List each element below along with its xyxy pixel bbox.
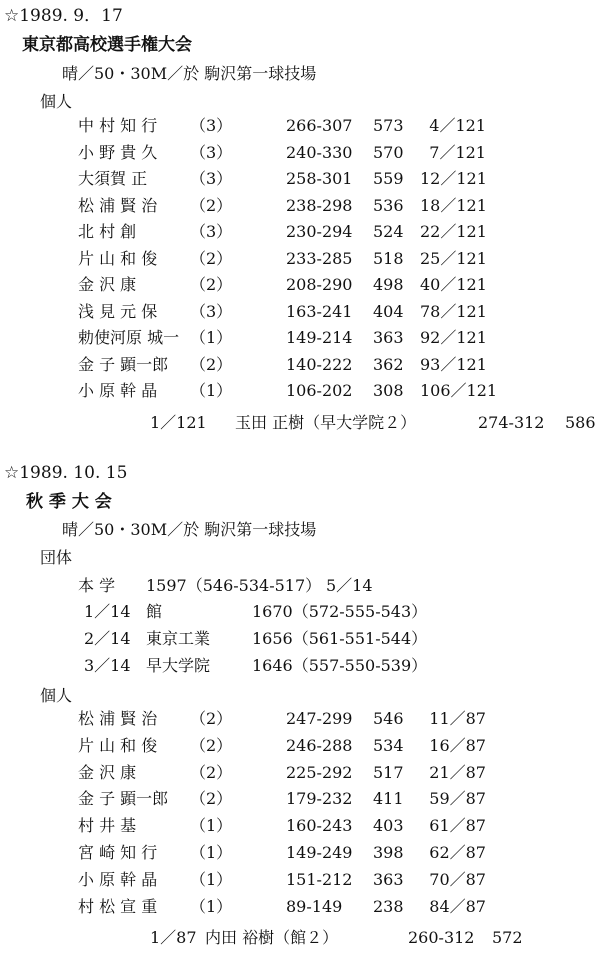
athlete-rank: 84／87 [429, 896, 486, 916]
table-row [78, 845, 578, 863]
athlete-scores: 163-241 [286, 301, 353, 321]
athlete-total: 404 [373, 301, 404, 321]
table-row [78, 248, 578, 269]
athlete-total: 363 [373, 328, 404, 347]
athlete-rank: 59／87 [429, 789, 486, 809]
team-self-result: 1597（546-534-517） [146, 576, 322, 595]
table-row [78, 791, 578, 809]
athlete-grade: （2） [190, 275, 233, 294]
section2-team-self [78, 578, 578, 596]
table-row [78, 869, 578, 890]
athlete-scores: 89-149 [286, 896, 343, 916]
table-row [78, 195, 578, 216]
athlete-grade: （3） [190, 222, 233, 241]
athlete-grade: （1） [190, 328, 233, 347]
section1-winner-rank: 1／121 [150, 413, 207, 432]
table-row [78, 330, 578, 348]
athlete-rank: 93／121 [420, 354, 487, 374]
athlete-scores: 266-307 [286, 116, 353, 135]
team-row [84, 658, 564, 676]
table-row [78, 118, 578, 136]
section2-winner-scores: 260-312 [408, 928, 475, 947]
athlete-total: 536 [373, 195, 404, 215]
section1-individual-label: 個人 [40, 92, 73, 111]
athlete-grade: （3） [190, 301, 233, 321]
table-row [78, 354, 578, 375]
athlete-grade: （1） [190, 816, 233, 836]
team-row [84, 631, 564, 649]
team-result: 1646（557-550-539） [252, 656, 428, 675]
table-row [78, 896, 578, 917]
athlete-total: 518 [373, 248, 404, 268]
athlete-scores: 106-202 [286, 381, 353, 400]
athlete-name: 小 原 幹 晶 [78, 381, 158, 400]
section2-winner-total: 572 [492, 928, 523, 947]
section1-winner-scores: 274-312 [478, 413, 545, 432]
team-self-name: 本 学 [78, 576, 116, 595]
athlete-name: 松 浦 賢 治 [78, 195, 158, 215]
athlete-name: 大須賀 正 [78, 169, 148, 188]
athlete-total: 308 [373, 381, 404, 400]
athlete-scores: 179-232 [286, 789, 353, 809]
athlete-scores: 151-212 [286, 869, 353, 889]
athlete-total: 362 [373, 354, 404, 374]
athlete-grade: （2） [190, 195, 233, 215]
athlete-grade: （2） [190, 762, 233, 782]
athlete-rank: 22／121 [420, 222, 487, 241]
table-row [78, 171, 578, 189]
team-result: 1670（572-555-543） [252, 602, 428, 621]
team-self-rank: 5／14 [326, 576, 373, 595]
athlete-scores: 140-222 [286, 354, 353, 374]
athlete-rank: 21／87 [429, 762, 486, 782]
athlete-grade: （2） [190, 735, 233, 755]
table-row [78, 224, 578, 242]
athlete-name: 片 山 和 俊 [78, 735, 158, 755]
athlete-total: 573 [373, 116, 404, 135]
athlete-rank: 61／87 [429, 816, 486, 836]
athlete-scores: 160-243 [286, 816, 353, 836]
athlete-grade: （1） [190, 869, 233, 889]
section1-conditions: 晴／50・30M／於 駒沢第一球技場 [62, 64, 317, 83]
athlete-total: 411 [373, 789, 404, 809]
athlete-grade: （1） [190, 843, 233, 862]
athlete-name: 金 子 顕一郎 [78, 354, 169, 374]
table-row [78, 277, 578, 295]
team-name: 東京工業 [146, 629, 211, 648]
athlete-scores: 233-285 [286, 248, 353, 268]
table-row [78, 383, 578, 401]
section2-winner-rank: 1／87 [150, 928, 197, 947]
athlete-scores: 208-290 [286, 275, 353, 294]
athlete-grade: （3） [190, 116, 233, 135]
section2-winner [150, 930, 600, 948]
athlete-rank: 12／121 [420, 169, 487, 188]
team-rank: 2／14 [84, 629, 131, 648]
athlete-total: 403 [373, 816, 404, 836]
athlete-name: 小 原 幹 晶 [78, 869, 158, 889]
athlete-grade: （2） [190, 354, 233, 374]
athlete-scores: 240-330 [286, 142, 353, 162]
team-rank: 3／14 [84, 656, 131, 675]
athlete-total: 524 [373, 222, 404, 241]
team-name: 館 [146, 602, 163, 621]
athlete-rank: 4／121 [429, 116, 486, 135]
athlete-name: 小 野 貴 久 [78, 142, 158, 162]
team-rank: 1／14 [84, 602, 131, 621]
athlete-grade: （2） [190, 709, 233, 728]
athlete-rank: 78／121 [420, 301, 487, 321]
athlete-scores: 258-301 [286, 169, 353, 188]
team-name: 早大学院 [146, 656, 211, 675]
athlete-scores: 149-249 [286, 843, 353, 862]
athlete-grade: （3） [190, 142, 233, 162]
athlete-name: 北 村 創 [78, 222, 137, 241]
athlete-total: 238 [373, 896, 404, 916]
team-row [84, 604, 564, 622]
section2-conditions: 晴／50・30M／於 駒沢第一球技場 [62, 520, 317, 539]
athlete-rank: 62／87 [429, 843, 486, 862]
athlete-total: 546 [373, 709, 404, 728]
athlete-rank: 40／121 [420, 275, 487, 294]
athlete-scores: 230-294 [286, 222, 353, 241]
athlete-name: 村 井 基 [78, 816, 137, 836]
section1-title: 東京都高校選手権大会 [22, 35, 192, 55]
athlete-rank: 11／87 [429, 709, 486, 728]
athlete-name: 松 浦 賢 治 [78, 709, 158, 728]
section1-winner [150, 415, 600, 433]
athlete-rank: 7／121 [429, 142, 486, 162]
table-row [78, 762, 578, 783]
athlete-total: 363 [373, 869, 404, 889]
athlete-total: 559 [373, 169, 404, 188]
athlete-name: 金 沢 康 [78, 762, 137, 782]
athlete-total: 498 [373, 275, 404, 294]
athlete-grade: （1） [190, 381, 233, 400]
athlete-name: 金 沢 康 [78, 275, 137, 294]
table-row [78, 818, 578, 836]
athlete-grade: （3） [190, 169, 233, 188]
table-row [78, 735, 578, 756]
section1-winner-name: 玉田 正樹（早大学院２） [235, 413, 417, 432]
athlete-rank: 106／121 [420, 381, 498, 400]
athlete-name: 浅 見 元 保 [78, 301, 158, 321]
athlete-total: 570 [373, 142, 404, 162]
section2-individual-label: 個人 [40, 686, 73, 705]
section1-date: ☆1989. 9．17 [4, 6, 123, 26]
athlete-total: 398 [373, 843, 404, 862]
table-row [78, 301, 578, 322]
athlete-name: 宮 崎 知 行 [78, 843, 158, 862]
athlete-name: 村 松 宣 重 [78, 896, 158, 916]
athlete-name: 中 村 知 行 [78, 116, 158, 135]
athlete-rank: 16／87 [429, 735, 486, 755]
athlete-scores: 238-298 [286, 195, 353, 215]
section2-title: 秋 季 大 会 [26, 492, 112, 512]
athlete-scores: 225-292 [286, 762, 353, 782]
athlete-rank: 25／121 [420, 248, 487, 268]
athlete-total: 517 [373, 762, 404, 782]
athlete-grade: （2） [190, 248, 233, 268]
athlete-name: 片 山 和 俊 [78, 248, 158, 268]
athlete-name: 金 子 顕一郎 [78, 789, 169, 809]
athlete-name: 勅使河原 城一 [78, 328, 180, 347]
athlete-rank: 18／121 [420, 195, 487, 215]
athlete-scores: 149-214 [286, 328, 353, 347]
section2-team-label: 団体 [40, 548, 73, 567]
athlete-scores: 247-299 [286, 709, 353, 728]
table-row [78, 142, 578, 163]
athlete-rank: 92／121 [420, 328, 487, 347]
team-result: 1656（561-551-544） [252, 629, 428, 648]
section1-winner-total: 586 [565, 413, 596, 432]
athlete-total: 534 [373, 735, 404, 755]
athlete-grade: （1） [190, 896, 233, 916]
athlete-scores: 246-288 [286, 735, 353, 755]
section2-date: ☆1989. 10. 15 [4, 463, 128, 483]
athlete-rank: 70／87 [429, 869, 486, 889]
athlete-grade: （2） [190, 789, 233, 809]
section2-winner-name: 内田 裕樹（館２） [205, 928, 339, 947]
table-row [78, 711, 578, 729]
